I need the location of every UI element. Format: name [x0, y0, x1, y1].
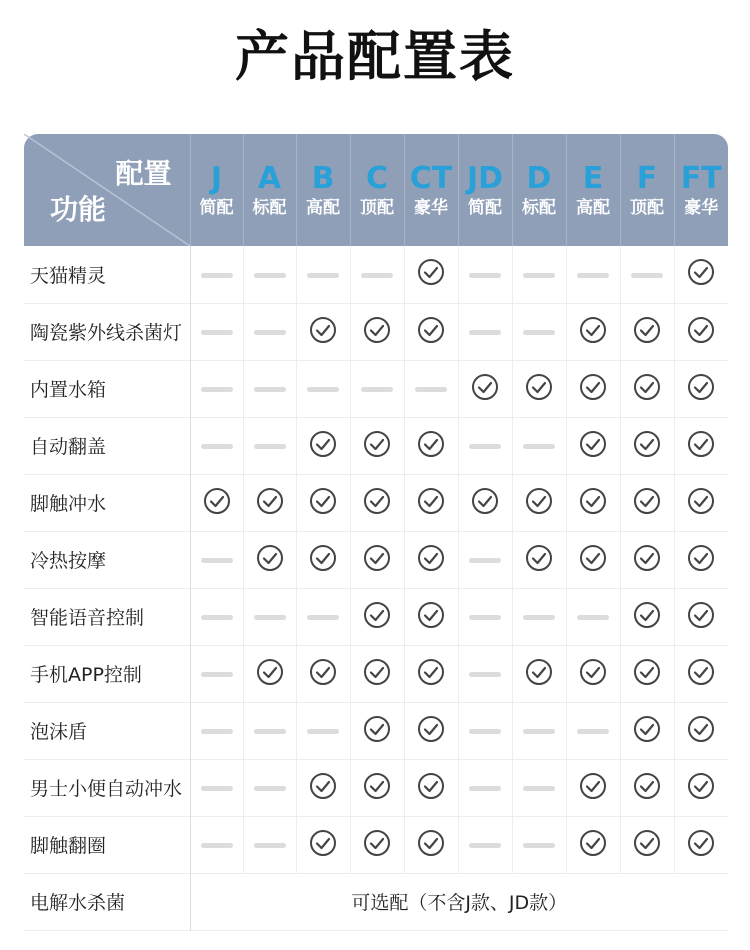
included-cell: [350, 588, 404, 645]
check-circle-icon: [579, 829, 607, 861]
not-included-cell: [350, 360, 404, 417]
dash-icon: [469, 615, 501, 620]
check-circle-icon: [363, 772, 391, 804]
check-circle-icon: [309, 430, 337, 462]
model-header-ft: [674, 134, 728, 246]
included-cell: [674, 702, 728, 759]
not-included-cell: [243, 303, 296, 360]
included-cell: [296, 303, 350, 360]
not-included-cell: [296, 702, 350, 759]
not-included-cell: [243, 417, 296, 474]
check-circle-icon: [687, 373, 715, 405]
check-circle-icon: [471, 373, 499, 405]
dash-icon: [254, 273, 286, 278]
check-circle-icon: [309, 316, 337, 348]
feature-label: 自动翻盖: [24, 417, 190, 474]
check-circle-icon: [687, 829, 715, 861]
included-cell: [512, 474, 566, 531]
page-title: 产品配置表: [235, 25, 515, 88]
model-header-ct: [404, 134, 458, 246]
dash-icon: [523, 729, 555, 734]
dash-icon: [631, 273, 663, 278]
included-cell: [296, 417, 350, 474]
check-circle-icon: [633, 487, 661, 519]
dash-icon: [415, 387, 447, 392]
not-included-cell: [243, 246, 296, 303]
check-circle-icon: [363, 715, 391, 747]
not-included-cell: [190, 246, 243, 303]
config-table: [24, 134, 728, 931]
included-cell: [674, 303, 728, 360]
dash-icon: [201, 387, 233, 392]
table-row: [24, 360, 728, 417]
not-included-cell: [190, 645, 243, 702]
not-included-cell: [566, 702, 620, 759]
not-included-cell: [190, 759, 243, 816]
not-included-cell: [296, 360, 350, 417]
model-code: J: [210, 161, 223, 196]
check-circle-icon: [687, 601, 715, 633]
dash-icon: [577, 273, 609, 278]
included-cell: [620, 360, 674, 417]
feature-label: 电解水杀菌: [24, 873, 190, 930]
included-cell: [566, 417, 620, 474]
not-included-cell: [243, 702, 296, 759]
table-row: [24, 246, 728, 303]
check-circle-icon: [309, 544, 337, 576]
not-included-cell: [512, 759, 566, 816]
check-circle-icon: [417, 829, 445, 861]
check-circle-icon: [579, 430, 607, 462]
included-cell: [674, 645, 728, 702]
included-cell: [620, 645, 674, 702]
included-cell: [350, 417, 404, 474]
corner-function-label: 功能: [50, 193, 107, 226]
dash-icon: [307, 387, 339, 392]
model-tier: 顶配: [630, 198, 664, 218]
included-cell: [296, 759, 350, 816]
not-included-cell: [458, 531, 512, 588]
feature-label: 泡沫盾: [24, 702, 190, 759]
model-code: A: [257, 161, 282, 196]
dash-icon: [254, 786, 286, 791]
not-included-cell: [190, 303, 243, 360]
feature-label: 脚触翻圈: [24, 816, 190, 873]
included-cell: [620, 702, 674, 759]
feature-label: 男士小便自动冲水: [24, 759, 190, 816]
check-circle-icon: [633, 544, 661, 576]
check-circle-icon: [417, 430, 445, 462]
not-included-cell: [458, 246, 512, 303]
included-cell: [674, 474, 728, 531]
not-included-cell: [458, 303, 512, 360]
check-circle-icon: [525, 487, 553, 519]
model-header-e: [566, 134, 620, 246]
not-included-cell: [566, 246, 620, 303]
model-tier: 豪华: [414, 198, 448, 218]
check-circle-icon: [363, 544, 391, 576]
corner-config-label: 配置: [115, 157, 172, 190]
check-circle-icon: [203, 487, 231, 519]
dash-icon: [254, 387, 286, 392]
not-included-cell: [243, 360, 296, 417]
dash-icon: [254, 843, 286, 848]
model-code: F: [636, 161, 658, 196]
check-circle-icon: [633, 715, 661, 747]
not-included-cell: [190, 702, 243, 759]
not-included-cell: [404, 360, 458, 417]
model-tier: 简配: [199, 198, 234, 218]
included-cell: [404, 303, 458, 360]
check-circle-icon: [633, 430, 661, 462]
check-circle-icon: [633, 829, 661, 861]
included-cell: [674, 531, 728, 588]
not-included-cell: [458, 759, 512, 816]
included-cell: [404, 531, 458, 588]
check-circle-icon: [525, 373, 553, 405]
dash-icon: [201, 444, 233, 449]
model-tier: 简配: [468, 198, 502, 218]
check-circle-icon: [633, 772, 661, 804]
dash-icon: [469, 444, 501, 449]
feature-label: 脚触冲水: [24, 474, 190, 531]
included-cell: [620, 588, 674, 645]
not-included-cell: [458, 702, 512, 759]
not-included-cell: [620, 246, 674, 303]
model-header-b: [296, 134, 350, 246]
included-cell: [512, 645, 566, 702]
check-circle-icon: [363, 487, 391, 519]
included-cell: [350, 645, 404, 702]
dash-icon: [469, 558, 501, 563]
model-header-j: [190, 134, 243, 246]
model-code: E: [582, 161, 604, 196]
not-included-cell: [190, 531, 243, 588]
dash-icon: [307, 729, 339, 734]
table-row: [24, 702, 728, 759]
included-cell: [243, 645, 296, 702]
check-circle-icon: [579, 316, 607, 348]
model-tier: 标配: [522, 198, 556, 218]
dash-icon: [523, 444, 555, 449]
included-cell: [296, 816, 350, 873]
dash-icon: [523, 615, 555, 620]
dash-icon: [469, 843, 501, 848]
included-cell: [404, 588, 458, 645]
check-circle-icon: [363, 316, 391, 348]
dash-icon: [201, 330, 233, 335]
table-row: [24, 474, 728, 531]
dash-icon: [201, 843, 233, 848]
included-cell: [458, 474, 512, 531]
model-tier: 豪华: [684, 198, 719, 218]
model-code: CT: [409, 161, 453, 196]
check-circle-icon: [579, 487, 607, 519]
check-circle-icon: [687, 772, 715, 804]
not-included-cell: [296, 588, 350, 645]
check-circle-icon: [579, 658, 607, 690]
included-cell: [404, 759, 458, 816]
table-header-row: [24, 134, 728, 246]
check-circle-icon: [417, 772, 445, 804]
table-row: [24, 588, 728, 645]
dash-icon: [254, 330, 286, 335]
feature-label: 手机APP控制: [24, 645, 190, 702]
table-row: [24, 759, 728, 816]
check-circle-icon: [471, 487, 499, 519]
check-circle-icon: [309, 487, 337, 519]
dash-icon: [523, 786, 555, 791]
check-circle-icon: [633, 373, 661, 405]
dash-icon: [523, 330, 555, 335]
dash-icon: [469, 786, 501, 791]
included-cell: [243, 531, 296, 588]
included-cell: [566, 759, 620, 816]
table-row: [24, 816, 728, 873]
not-included-cell: [190, 360, 243, 417]
model-header-a: [243, 134, 296, 246]
table-row: [24, 531, 728, 588]
included-cell: [620, 417, 674, 474]
included-cell: [674, 360, 728, 417]
not-included-cell: [243, 759, 296, 816]
check-circle-icon: [633, 658, 661, 690]
check-circle-icon: [687, 658, 715, 690]
dash-icon: [361, 273, 393, 278]
check-circle-icon: [687, 258, 715, 290]
not-included-cell: [458, 816, 512, 873]
feature-label: 内置水箱: [24, 360, 190, 417]
check-circle-icon: [417, 658, 445, 690]
included-cell: [404, 474, 458, 531]
check-circle-icon: [579, 772, 607, 804]
check-circle-icon: [309, 829, 337, 861]
table-row: [24, 303, 728, 360]
model-code: B: [311, 161, 335, 196]
model-header-f: [620, 134, 674, 246]
not-included-cell: [243, 588, 296, 645]
check-circle-icon: [687, 715, 715, 747]
check-circle-icon: [309, 658, 337, 690]
check-circle-icon: [633, 316, 661, 348]
dash-icon: [577, 729, 609, 734]
included-cell: [566, 816, 620, 873]
included-cell: [404, 702, 458, 759]
included-cell: [296, 474, 350, 531]
model-header-jd: [458, 134, 512, 246]
included-cell: [404, 645, 458, 702]
check-circle-icon: [256, 658, 284, 690]
dash-icon: [469, 672, 501, 677]
not-included-cell: [512, 417, 566, 474]
model-header-d: [512, 134, 566, 246]
included-cell: [566, 303, 620, 360]
check-circle-icon: [417, 316, 445, 348]
check-circle-icon: [309, 772, 337, 804]
included-cell: [620, 759, 674, 816]
included-cell: [404, 816, 458, 873]
model-tier: 标配: [252, 198, 287, 218]
included-cell: [620, 303, 674, 360]
check-circle-icon: [633, 601, 661, 633]
included-cell: [674, 759, 728, 816]
check-circle-icon: [687, 316, 715, 348]
dash-icon: [523, 843, 555, 848]
not-included-cell: [296, 246, 350, 303]
dash-icon: [577, 615, 609, 620]
not-included-cell: [190, 816, 243, 873]
included-cell: [512, 531, 566, 588]
model-tier: 高配: [576, 198, 610, 218]
included-cell: [674, 816, 728, 873]
table-row: [24, 417, 728, 474]
check-circle-icon: [687, 544, 715, 576]
check-circle-icon: [417, 544, 445, 576]
check-circle-icon: [687, 487, 715, 519]
included-cell: [350, 702, 404, 759]
included-cell: [566, 645, 620, 702]
check-circle-icon: [363, 430, 391, 462]
dash-icon: [254, 444, 286, 449]
check-circle-icon: [417, 601, 445, 633]
dash-icon: [201, 558, 233, 563]
feature-label: 陶瓷紫外线杀菌灯: [24, 303, 190, 360]
dash-icon: [201, 786, 233, 791]
model-code: D: [526, 161, 552, 196]
check-circle-icon: [363, 601, 391, 633]
check-circle-icon: [363, 658, 391, 690]
included-cell: [566, 531, 620, 588]
included-cell: [566, 360, 620, 417]
model-code: JD: [466, 161, 504, 196]
included-cell: [350, 759, 404, 816]
dash-icon: [361, 387, 393, 392]
check-circle-icon: [579, 544, 607, 576]
not-included-cell: [458, 645, 512, 702]
feature-label: 冷热按摩: [24, 531, 190, 588]
included-cell: [190, 474, 243, 531]
check-circle-icon: [256, 544, 284, 576]
dash-icon: [469, 273, 501, 278]
model-tier: 顶配: [360, 198, 394, 218]
feature-label: 天猫精灵: [24, 246, 190, 303]
model-header-c: [350, 134, 404, 246]
not-included-cell: [458, 417, 512, 474]
dash-icon: [469, 729, 501, 734]
included-cell: [512, 360, 566, 417]
included-cell: [566, 474, 620, 531]
model-tier: 高配: [306, 198, 340, 218]
included-cell: [620, 474, 674, 531]
check-circle-icon: [687, 430, 715, 462]
model-code: C: [365, 161, 389, 196]
model-code: FT: [680, 161, 722, 196]
included-cell: [620, 816, 674, 873]
corner-header: [24, 134, 190, 246]
dash-icon: [523, 273, 555, 278]
included-cell: [350, 531, 404, 588]
not-included-cell: [350, 246, 404, 303]
check-circle-icon: [363, 829, 391, 861]
dash-icon: [201, 729, 233, 734]
dash-icon: [254, 615, 286, 620]
included-cell: [458, 360, 512, 417]
not-included-cell: [512, 588, 566, 645]
included-cell: [674, 417, 728, 474]
not-included-cell: [512, 303, 566, 360]
table-row-optional: [24, 873, 728, 930]
included-cell: [350, 474, 404, 531]
included-cell: [674, 246, 728, 303]
included-cell: [404, 417, 458, 474]
dash-icon: [201, 615, 233, 620]
included-cell: [404, 246, 458, 303]
included-cell: [350, 816, 404, 873]
included-cell: [620, 531, 674, 588]
included-cell: [296, 531, 350, 588]
included-cell: [674, 588, 728, 645]
dash-icon: [307, 615, 339, 620]
table-row: [24, 645, 728, 702]
check-circle-icon: [579, 373, 607, 405]
check-circle-icon: [417, 715, 445, 747]
check-circle-icon: [417, 487, 445, 519]
not-included-cell: [190, 417, 243, 474]
check-circle-icon: [525, 658, 553, 690]
feature-label: 智能语音控制: [24, 588, 190, 645]
check-circle-icon: [417, 258, 445, 290]
included-cell: [296, 645, 350, 702]
not-included-cell: [190, 588, 243, 645]
not-included-cell: [458, 588, 512, 645]
included-cell: [350, 303, 404, 360]
dash-icon: [201, 672, 233, 677]
dash-icon: [254, 729, 286, 734]
dash-icon: [307, 273, 339, 278]
not-included-cell: [243, 816, 296, 873]
dash-icon: [201, 273, 233, 278]
optional-note: 可选配（不含J款、JD款）: [351, 892, 568, 914]
not-included-cell: [566, 588, 620, 645]
not-included-cell: [512, 816, 566, 873]
included-cell: [243, 474, 296, 531]
not-included-cell: [512, 246, 566, 303]
not-included-cell: [512, 702, 566, 759]
check-circle-icon: [256, 487, 284, 519]
dash-icon: [469, 330, 501, 335]
check-circle-icon: [525, 544, 553, 576]
